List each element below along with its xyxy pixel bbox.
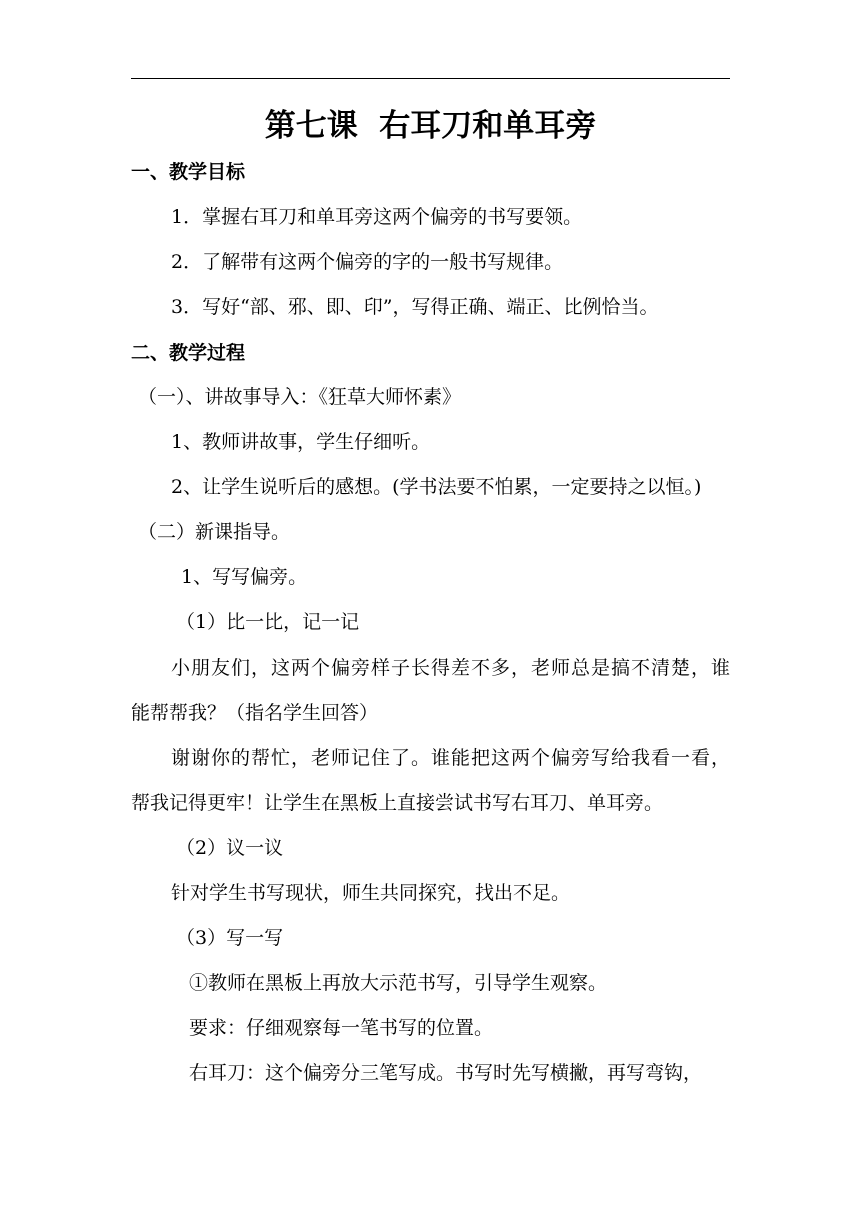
sub1-para2-line2: 帮我记得更牢！让学生在黑板上直接尝试书写右耳刀、单耳旁。 [131,792,664,814]
sub1-para1-line2: 能帮帮我？（指名学生回答） [131,702,379,724]
part2-step-1: 1、写写偏旁。 [181,566,308,588]
part1-step-2: 2、让学生说听后的感想。(学书法要不怕累，一定要持之以恒。) [171,476,702,498]
part2-label: （二）新课指导。 [138,521,291,543]
part1-step-1: 1、教师讲故事，学生仔细听。 [171,431,431,453]
sub3-detail: 右耳刀：这个偏旁分三笔写成。书写时先写横撇，再写弯钩， [189,1062,703,1084]
sub3-requirement: 要求：仔细观察每一笔书写的位置。 [189,1017,494,1039]
lesson-title: 第七课 右耳刀和单耳旁 [264,108,597,144]
section-heading-objectives: 一、教学目标 [131,161,246,183]
objective-item-3: 3．写好“部、邪、即、印”，写得正确、端正、比例恰当。 [171,296,659,318]
sub1-para2-line1: 谢谢你的帮忙，老师记住了。谁能把这两个偏旁写给我看一看， [171,747,730,769]
header-rule [131,78,730,79]
objective-item-1: 1．掌握右耳刀和单耳旁这两个偏旁的书写要领。 [171,206,583,228]
sub1-para1-line1: 小朋友们，这两个偏旁样子长得差不多，老师总是搞不清楚，谁 [171,657,730,679]
part1-label: （一）、讲故事导入：《狂草大师怀素》 [138,386,462,408]
sub3-step: ①教师在黑板上再放大示范书写，引导学生观察。 [189,972,608,994]
sub3-label: （3）写一写 [176,927,284,949]
sub1-label: （1）比一比，记一记 [176,611,360,633]
section-heading-process: 二、教学过程 [131,342,246,364]
objective-item-2: 2．了解带有这两个偏旁的字的一般书写规律。 [171,251,564,273]
sub2-label: （2）议一议 [176,837,284,859]
sub2-text: 针对学生书写现状，师生共同探究，找出不足。 [171,882,571,904]
